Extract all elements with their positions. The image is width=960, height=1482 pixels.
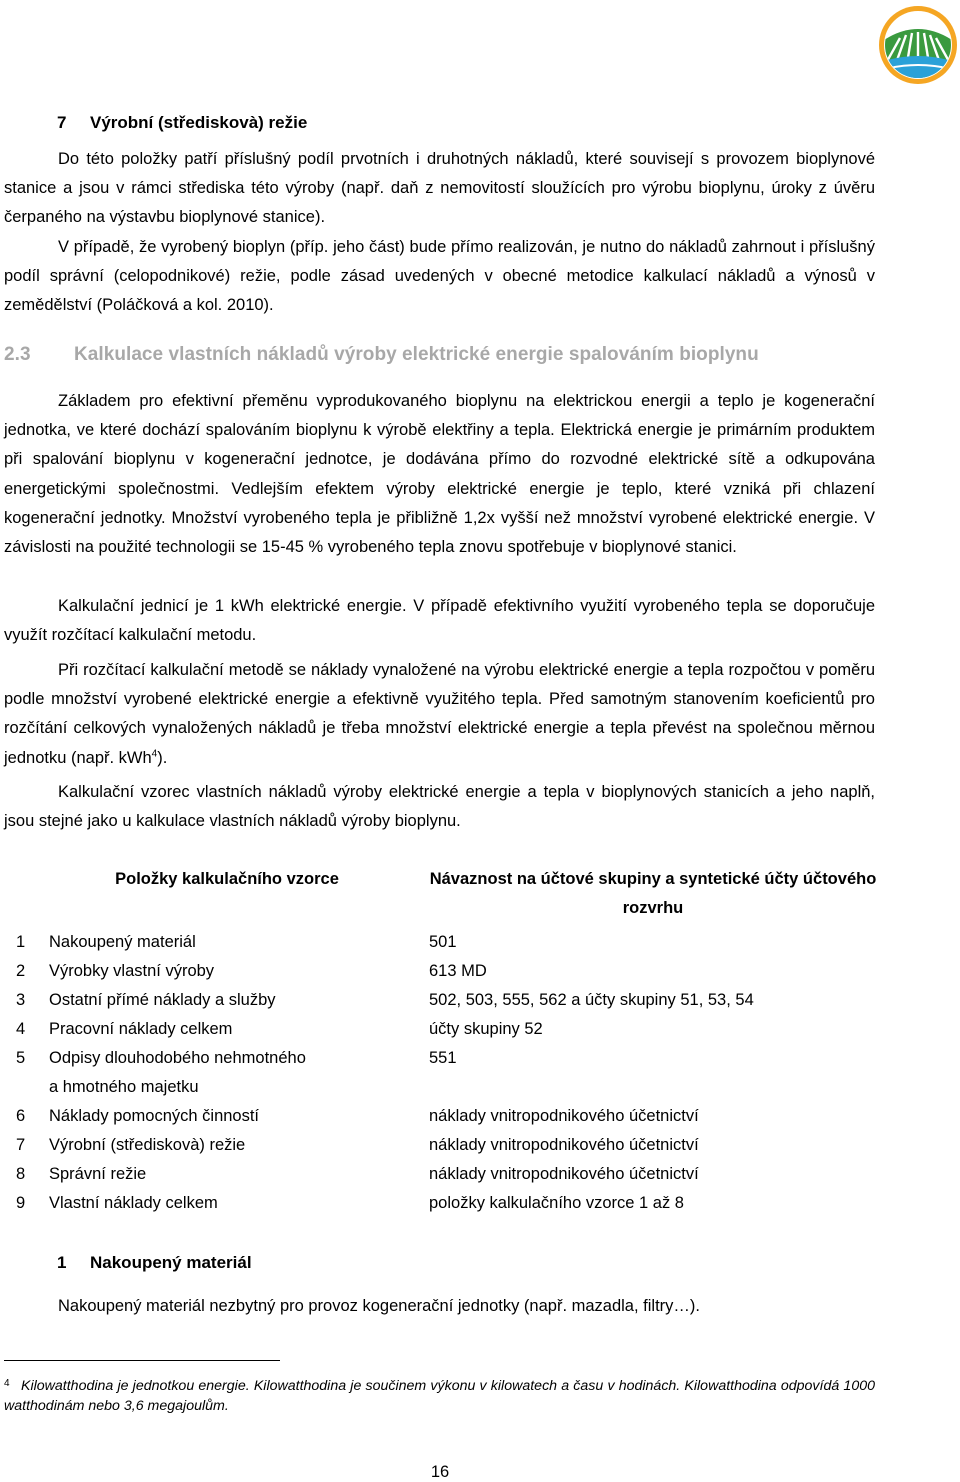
footnote-mark: 4 [4,1378,10,1389]
paragraph: V případě, že vyrobený bioplyn (příp. jeho část) bude přímo realizován, je nutno do nákladů zahrnout i příslušný podíl správní (celopodnikové) režie, podle zásad uvedených v obecné metodice kalkulací nákladů a výnosů v zemědělství (Poláčková a kol. 2010). [4,238,875,315]
section-number: 7 [57,113,67,132]
section-number: 1 [57,1253,67,1272]
paragraph: Základem pro efektivní přeměnu vyprodukovaného bioplynu na elektrickou energii a teplo je kogenerační jednotka, ve které dochází spalováním bioplynu k výrobě elektřiny a tepla. Elektrická energie je primárním produktem při spalování bioplynu v kogenerační jednotce, je dodávána přímo do rozvodné elektrické sítě a odkupována energetickými společnostmi. Vedlejším efektem výroby elektrické energie je teplo, které vzniká při chlazení kogenerační jednotky. Množství vyrobeného tepla je přibližně 1,2x vyšší než množství vyrobené elektrické energie. V závislosti na použité technologii se 15-45 % vyrobeného tepla znovu spotřebuje v bioplynové stanici. [4,392,875,557]
section-heading [4,344,759,366]
table-row: 8 Správní režie náklady vnitropodnikového účetnictví [16,1165,699,1183]
page-number: 16 [430,1463,450,1481]
table-row: 1 Nakoupený materiál 501 [16,933,457,951]
section-title: Kalkulace vlastních nákladů výroby elektrické energie spalováním bioplynu [74,344,759,365]
paragraph: Nakoupený materiál nezbytný pro provoz kogenerační jednotky (např. mazadla, filtry…). [58,1297,700,1315]
table-header-accounts: Návaznost na účtové skupiny a syntetické účty účtového rozvrhu [429,870,877,917]
table-row: 9 Vlastní náklady celkem položky kalkulačního vzorce 1 až 8 [16,1194,684,1212]
footnote: $^4$ Kilowatthodina je jednotkou energie. Kilowatthodina je součinem výkonu v kilowatech a času v hodinách. Kilowatthodina odpovídá 1000 watthodinám nebo 3,6 megajoulům. [4,1376,875,1416]
section-title: Výrobní (střediskovà) režie [90,113,308,132]
table-row: 5 Odpisy dlouhodobého nehmotného a hmotného majetku 551 [16,1049,457,1096]
table-header-items: Položky kalkulačního vzorce [115,870,339,888]
table-row: 3 Ostatní přímé náklady a služby 502, 503, 555, 562 a účty skupiny 51, 53, 54 [16,991,754,1009]
section-number: 2.3 [4,344,31,365]
farm-field-sun-logo [876,2,960,88]
paragraph: Při rozčítací kalkulační metodě se náklady vynaložené na výrobu elektrické energie a tepla rozpočtou v poměru podle množství vyrobené elektrické energie a efektivně využitého tepla. Před samotným stanovením koeficientů pro rozčítání celkových vynaložených nákladů je třeba množství elektrické energie a tepla převést na společnou měrnou jednotku (např. kWh$^4$). [4,661,875,767]
section-heading [57,113,307,133]
paragraph: Kalkulační vzorec vlastních nákladů výroby elektrické energie a tepla v bioplynových stanicích a jeho naplň, jsou stejné jako u kalkulace vlastních nákladů výroby bioplynu. [4,783,875,831]
footnote-separator [4,1360,280,1361]
table-row: 4 Pracovní náklady celkem účty skupiny 52 [16,1020,543,1038]
table-row: 7 Výrobní (střediskovà) režie náklady vnitropodnikového účetnictví [16,1136,699,1154]
section-title: Nakoupený materiál [90,1253,252,1272]
paragraph: Kalkulační jednicí je 1 kWh elektrické energie. V případě efektivního využití vyrobeného tepla se doporučuje využít rozčítací kalkulační metodu. [4,597,875,645]
paragraph: Do této položky patří příslušný podíl prvotních i druhotných nákladů, které souvisejí s provozem bioplynové stanice a jsou v rámci střediska této výroby (např. daň z nemovitostí sloužících pro výrobu bioplynu, úroky z úvěru čerpaného na výstavbu bioplynové stanice). [4,150,875,227]
footnote-reference: 4 [151,748,158,760]
table-row: 2 Výrobky vlastní výroby 613 MD [16,962,487,980]
section-heading [57,1253,252,1273]
table-row: 6 Náklady pomocných činností náklady vnitropodnikového účetnictví [16,1107,699,1125]
